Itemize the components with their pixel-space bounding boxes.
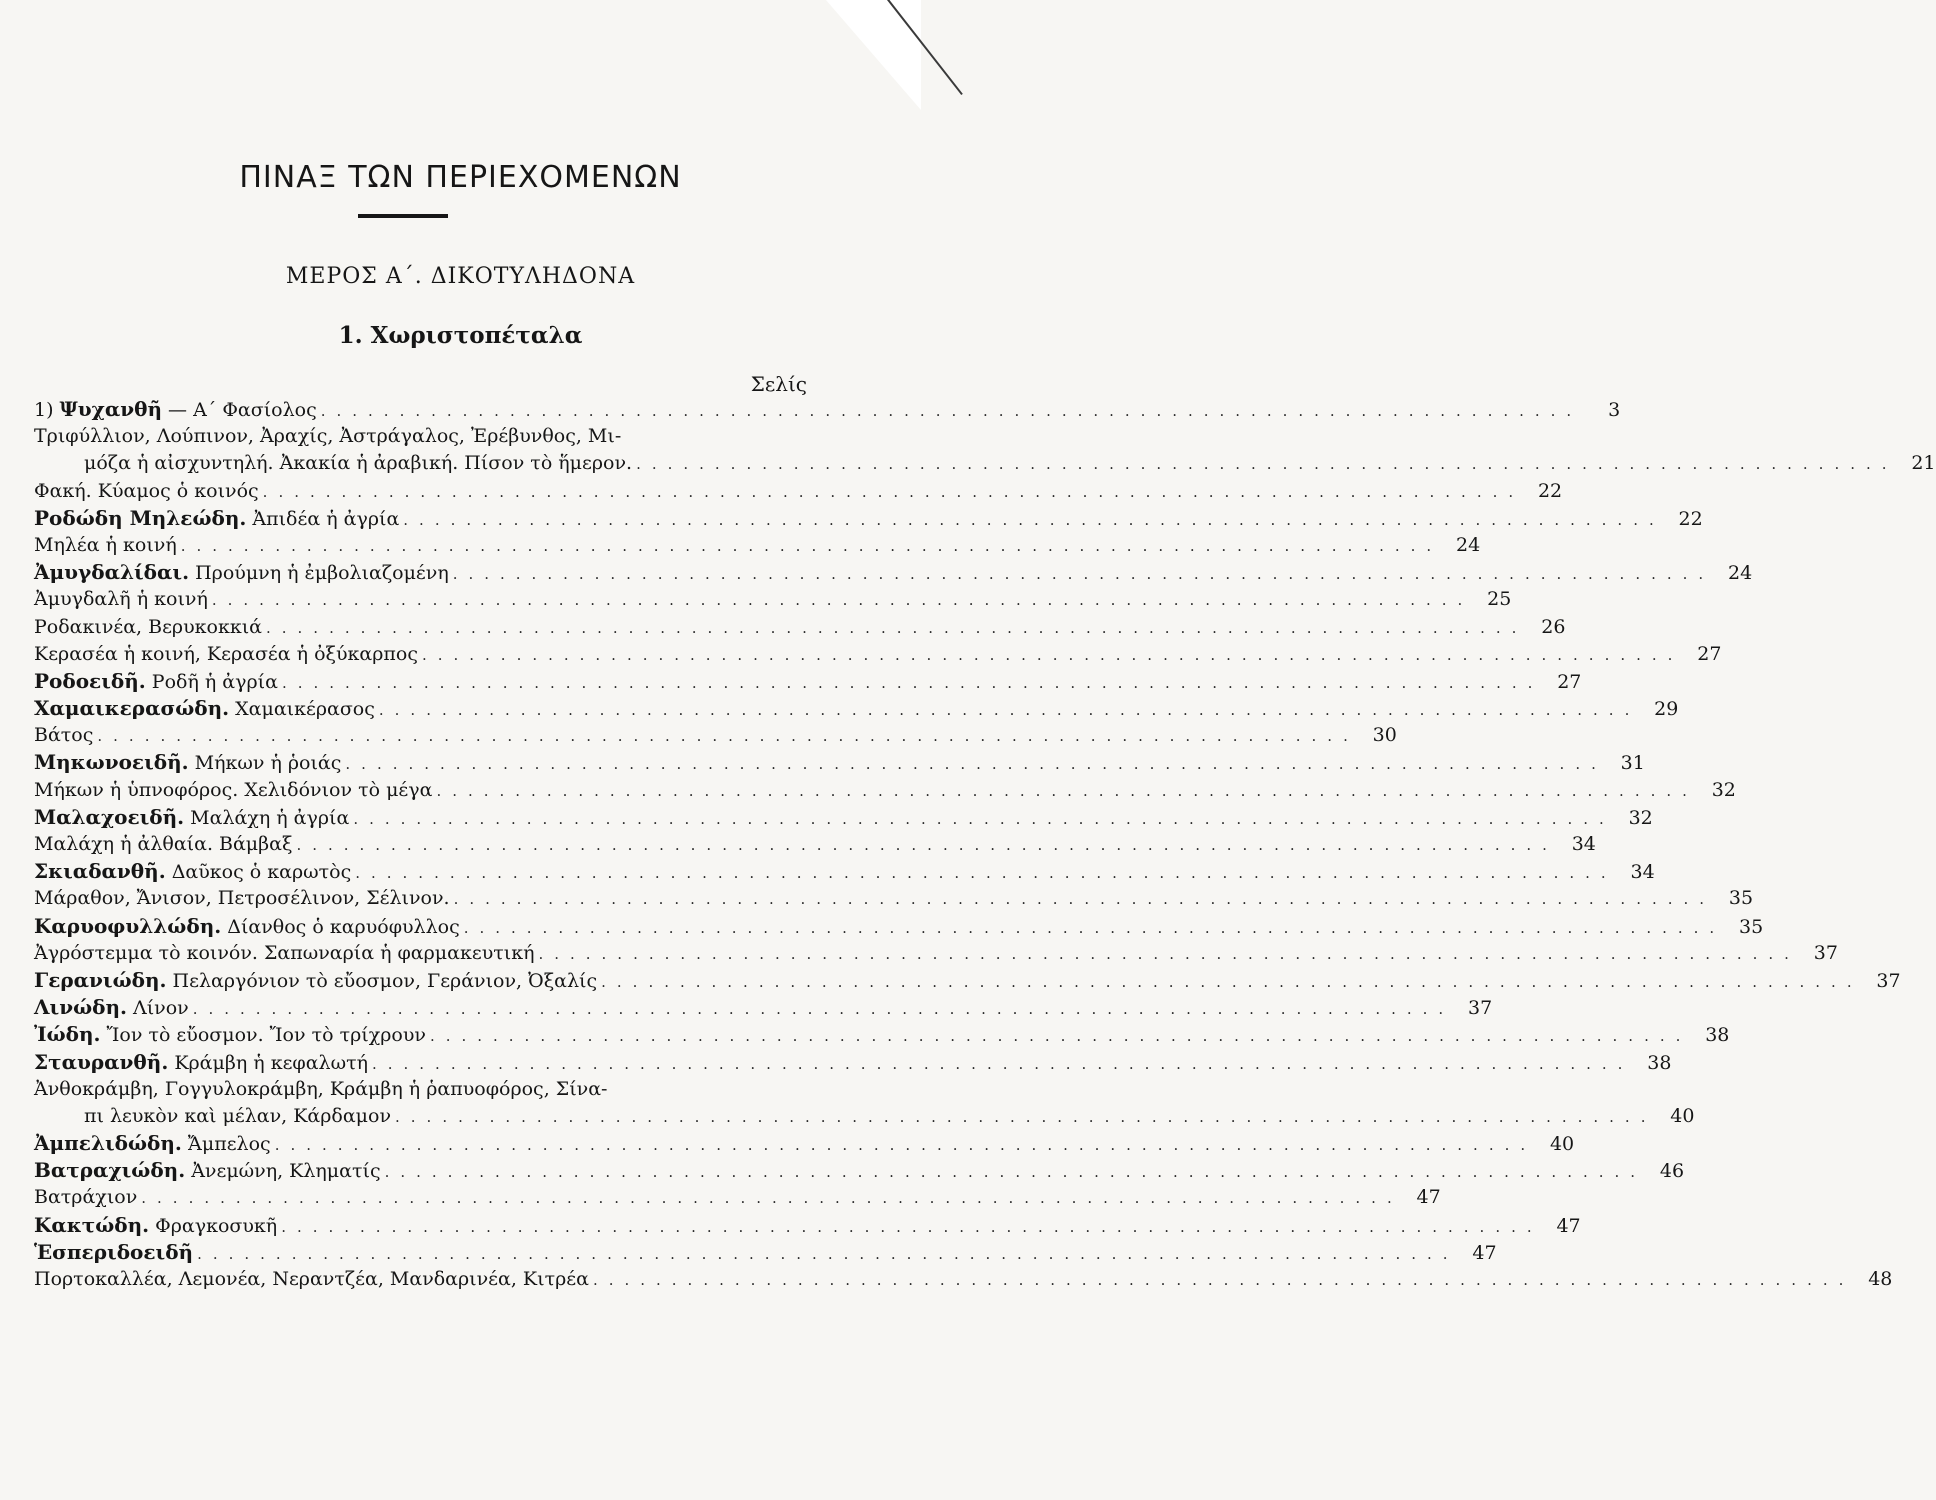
dot-leader: ................................................................................ bbox=[180, 536, 1443, 555]
species-names: Ἀγρόστεμμα τὸ κοινόν. Σαπωναρία ἡ φαρμακευτική bbox=[34, 941, 535, 964]
toc-entry bbox=[34, 749, 1645, 776]
dot-leader: ................................................................................ bbox=[281, 673, 1544, 692]
toc-entry-text bbox=[34, 1021, 426, 1049]
species-names: Πελαργόνιον τὸ εὔοσμον, Γεράνιον, Ὀξαλίς bbox=[166, 969, 598, 992]
toc-entry bbox=[34, 831, 1596, 858]
species-names: Φραγκοσυκῆ bbox=[149, 1214, 278, 1237]
toc-entry bbox=[34, 668, 1582, 695]
species-names: Ἴον τὸ εὔοσμον. Ἴον τὸ τρίχρουν bbox=[100, 1024, 426, 1047]
dot-leader: ................................................................................ bbox=[353, 809, 1615, 828]
dot-leader: ................................................................................ bbox=[395, 1107, 1657, 1126]
page-number: 34 bbox=[1571, 833, 1596, 855]
family-name: Γερανιώδη. bbox=[34, 967, 167, 992]
page-number: 40 bbox=[1670, 1104, 1695, 1127]
toc-entry bbox=[34, 913, 1764, 940]
page-number: 46 bbox=[1659, 1160, 1685, 1183]
page-number: 38 bbox=[1705, 1024, 1730, 1047]
toc-entry bbox=[34, 1021, 1730, 1048]
family-name: Σκιαδανθῆ. bbox=[34, 859, 166, 884]
dot-leader: ................................................................................ bbox=[453, 890, 1716, 909]
species-names: πι λευκὸν καὶ μέλαν, Κάρδαμον bbox=[84, 1104, 392, 1127]
dot-leader: ................................................................................ bbox=[211, 591, 1474, 610]
dot-leader: ................................................................................ bbox=[296, 836, 1558, 854]
toc-entry bbox=[34, 885, 1754, 912]
family-name: Ἑσπεριδοειδῆ bbox=[34, 1239, 194, 1264]
dot-leader: ................................................................................ bbox=[192, 1000, 1455, 1019]
species-names: Ἀνεμώνη, Κληματίς bbox=[185, 1160, 381, 1183]
page-number: 48 bbox=[1868, 1268, 1893, 1290]
toc-entry bbox=[34, 1049, 1672, 1076]
page-number: 21 bbox=[1911, 452, 1936, 475]
family-name: Ροδώδη Μηλεώδη. bbox=[34, 505, 247, 530]
toc-entry bbox=[34, 858, 1655, 885]
toc-entry-text bbox=[34, 885, 450, 912]
species-names: Ἀμυγδαλῆ ἡ κοινή bbox=[34, 588, 208, 611]
page-number: 47 bbox=[1416, 1186, 1441, 1209]
dot-leader: ................................................................................ bbox=[320, 402, 1583, 420]
toc-entry bbox=[34, 1266, 1893, 1293]
toc-entry-text bbox=[34, 1184, 137, 1211]
toc-entry-text bbox=[34, 777, 432, 804]
toc-entry-text bbox=[34, 940, 534, 967]
page-number: 40 bbox=[1549, 1133, 1575, 1156]
toc-entry-text bbox=[34, 1212, 277, 1240]
toc-entry bbox=[34, 940, 1838, 967]
toc-entry bbox=[34, 641, 1722, 668]
dot-leader: ................................................................................ bbox=[266, 618, 1528, 637]
dot-leader: ................................................................................ bbox=[371, 1054, 1634, 1073]
toc-entry bbox=[34, 695, 1679, 722]
toc-entry bbox=[34, 532, 1481, 559]
dot-leader: ................................................................................ bbox=[262, 482, 1525, 501]
dot-leader: ................................................................................ bbox=[274, 1136, 1537, 1155]
toc-entry bbox=[34, 1212, 1581, 1239]
toc-entry-text bbox=[34, 1239, 193, 1267]
toc-entry bbox=[34, 1184, 1441, 1211]
toc-entry bbox=[34, 1130, 1575, 1157]
toc-entry bbox=[34, 994, 1493, 1021]
family-name: Χαμαικερασώδη. bbox=[34, 696, 230, 721]
toc-entry bbox=[34, 1239, 1497, 1266]
page-number: 32 bbox=[1711, 778, 1736, 801]
dot-leader: ................................................................................ bbox=[384, 1163, 1647, 1182]
page-number: 37 bbox=[1876, 969, 1901, 992]
dot-leader: ................................................................................ bbox=[463, 918, 1726, 937]
page-number: 32 bbox=[1628, 806, 1653, 829]
toc-entry-text bbox=[34, 505, 399, 533]
page-number: 34 bbox=[1630, 861, 1655, 884]
species-names: Τριφύλλιον, Λούπινον, Ἀραχίς, Ἀστράγαλος, Ἐρέβυνθος, Μι- bbox=[34, 425, 622, 448]
page-title: ΠΙΝΑΞ ΤΩΝ ΠΕΡΙΕΧΟΜΕΝΩΝ bbox=[239, 160, 682, 195]
species-names: — Α΄ Φασίολος bbox=[162, 399, 317, 421]
dot-leader: ................................................................................ bbox=[281, 1217, 1543, 1236]
family-name: Ἰώδη. bbox=[34, 1022, 101, 1047]
dot-leader: ................................................................................ bbox=[197, 1244, 1459, 1263]
toc-entry-text bbox=[34, 559, 449, 587]
toc-entry bbox=[34, 396, 1621, 423]
page-number: 24 bbox=[1727, 562, 1753, 585]
species-names: Ἄμπελος bbox=[181, 1133, 271, 1156]
family-name: Ροδοειδῆ. bbox=[34, 668, 146, 693]
page-number: 38 bbox=[1647, 1051, 1672, 1074]
toc-entry bbox=[34, 1076, 807, 1103]
toc-entry-text bbox=[34, 994, 189, 1022]
dot-leader: ................................................................................ bbox=[538, 944, 1800, 963]
toc-entry-text bbox=[34, 695, 375, 723]
toc-entry bbox=[34, 586, 1512, 613]
toc-entry-text bbox=[34, 804, 349, 832]
dot-leader: ................................................................................ bbox=[355, 864, 1617, 883]
dot-leader: ................................................................................ bbox=[436, 781, 1698, 800]
species-names: μόζα ἡ αἰσχυντηλή. Ἀκακία ἡ ἀραβική. Πίσον τὸ ἥμερον. bbox=[84, 452, 633, 475]
page-number: 26 bbox=[1541, 615, 1566, 638]
dot-leader: ................................................................................ bbox=[592, 1271, 1855, 1289]
toc-entry-text bbox=[34, 532, 177, 559]
page-number: 27 bbox=[1697, 642, 1722, 665]
species-names: Μήκων ἡ ῥοιάς bbox=[188, 752, 342, 775]
toc-entry-text bbox=[34, 586, 208, 613]
toc-entry-text bbox=[34, 641, 418, 668]
species-names: Δαῦκος ὁ καρωτὸς bbox=[165, 861, 352, 884]
toc-entry-text bbox=[34, 858, 351, 886]
dot-leader: ................................................................................ bbox=[97, 727, 1359, 746]
species-names: Μήκων ἡ ὑπνοφόρος. Χελιδόνιον τὸ μέγα bbox=[34, 778, 433, 801]
toc-entry bbox=[34, 478, 1563, 505]
page-number: 24 bbox=[1455, 533, 1481, 556]
toc-entry-text bbox=[84, 450, 632, 477]
toc-entry bbox=[34, 505, 1703, 532]
dot-leader: ................................................................................ bbox=[403, 510, 1665, 529]
dot-leader: ................................................................................ bbox=[601, 972, 1863, 991]
toc-entry-text bbox=[34, 1157, 381, 1185]
species-names: Πορτοκαλλέα, Λεμονέα, Νεραντζέα, Μανδαρινέα, Κιτρέα bbox=[34, 1268, 589, 1290]
dot-leader: ................................................................................ bbox=[141, 1189, 1403, 1208]
species-names: Δίανθος ὁ καρυόφυλλος bbox=[221, 915, 460, 938]
family-name: Καρυοφυλλώδη. bbox=[34, 913, 222, 938]
section-heading: 1. Χωριστοπέταλα bbox=[338, 322, 583, 349]
toc-entry-text bbox=[34, 831, 292, 858]
family-name: Ἀμπελιδώδη. bbox=[34, 1131, 182, 1156]
species-names: Ροδῆ ἡ ἀγρία bbox=[145, 670, 278, 693]
toc-entry bbox=[34, 559, 1753, 586]
toc-entry bbox=[34, 722, 1397, 749]
page-number: 27 bbox=[1557, 670, 1582, 693]
family-name: Ψυχανθῆ bbox=[59, 397, 162, 421]
toc-entry bbox=[34, 1157, 1685, 1184]
family-name: Σταυρανθῆ. bbox=[34, 1049, 169, 1074]
page-number: 47 bbox=[1556, 1214, 1581, 1237]
toc-entry-text bbox=[34, 1049, 368, 1077]
page-number: 22 bbox=[1678, 507, 1703, 530]
dot-leader: ................................................................................ bbox=[429, 1027, 1692, 1046]
species-names: Λίνον bbox=[126, 997, 189, 1020]
species-names: Προύμνη ἡ ἐμβολιαζομένη bbox=[189, 562, 449, 585]
toc-entry-text bbox=[34, 668, 278, 696]
family-name: Κακτώδη. bbox=[34, 1212, 150, 1237]
species-names: Ἀνθοκράμβη, Γογγυλοκράμβη, Κράμβη ἡ ῥαπυοφόρος, Σίνα- bbox=[34, 1077, 608, 1100]
toc-entry-text bbox=[84, 1103, 391, 1130]
species-names: Φακή. Κύαμος ὁ κοινός bbox=[34, 479, 259, 502]
page-number: 47 bbox=[1472, 1241, 1497, 1264]
part-heading: ΜΕΡΟΣ Α΄. ΔΙΚΟΤΥΛΗΔΟΝΑ bbox=[285, 264, 636, 289]
toc-entry-text bbox=[34, 967, 597, 995]
family-name: Μηκωνοειδῆ. bbox=[34, 750, 189, 775]
entry-number: 1) bbox=[34, 399, 60, 421]
family-name: Βατραχιώδη. bbox=[34, 1158, 186, 1183]
page-number: 31 bbox=[1620, 752, 1645, 775]
species-names: Βατράχιον bbox=[34, 1186, 138, 1209]
dot-leader: ................................................................................ bbox=[636, 455, 1898, 474]
dot-leader: ................................................................................ bbox=[421, 645, 1684, 664]
family-name: Μαλαχοειδῆ. bbox=[34, 804, 185, 829]
page-number: 30 bbox=[1372, 724, 1397, 747]
toc-entry-text bbox=[34, 423, 621, 450]
dot-leader: ................................................................................ bbox=[452, 565, 1715, 584]
toc-entry-text bbox=[34, 1266, 589, 1293]
species-names: Ροδακινέα, Βερυκοκκιά bbox=[34, 615, 262, 638]
species-names: Μηλέα ἡ κοινή bbox=[34, 533, 177, 556]
page-number: 3 bbox=[1608, 399, 1621, 421]
toc-entry-text bbox=[34, 749, 341, 777]
species-names: Μαλάχη ἡ ἀγρία bbox=[184, 806, 350, 829]
toc-entry bbox=[34, 614, 1566, 641]
toc-entry bbox=[34, 804, 1653, 831]
toc-entry-text bbox=[34, 1076, 607, 1103]
pages-column-label: Σελίς bbox=[750, 372, 807, 396]
toc-entry bbox=[34, 967, 1901, 994]
toc-entry bbox=[34, 450, 1936, 477]
folded-corner bbox=[826, 0, 921, 110]
species-names: Κράμβη ἡ κεφαλωτή bbox=[168, 1051, 368, 1074]
toc-entry-text bbox=[34, 913, 460, 941]
toc-entry-text bbox=[34, 614, 262, 641]
page-number: 35 bbox=[1728, 887, 1754, 910]
toc-entry bbox=[34, 777, 1736, 804]
species-names: Μαλάχη ἡ ἀλθαία. Βάμβαξ bbox=[34, 833, 293, 855]
page-number: 37 bbox=[1813, 941, 1838, 964]
species-names: Κερασέα ἡ κοινή, Κερασέα ἡ ὀξύκαρπος bbox=[34, 642, 418, 665]
page-number: 35 bbox=[1738, 915, 1764, 938]
species-names: Μάραθον, Ἄνισον, Πετροσέλινον, Σέλινον. bbox=[34, 887, 450, 910]
toc-entry-text bbox=[34, 478, 259, 505]
page-number: 25 bbox=[1487, 588, 1512, 611]
species-names: Ἀπιδέα ἡ ἀγρία bbox=[246, 507, 400, 530]
dot-leader: ................................................................................ bbox=[378, 701, 1641, 720]
family-name: Λινώδη. bbox=[34, 995, 127, 1020]
species-names: Χαμαικέρασος bbox=[229, 698, 375, 721]
dot-leader: ................................................................................ bbox=[345, 755, 1607, 774]
family-name: Ἀμυγδαλίδαι. bbox=[34, 560, 190, 585]
toc-entry bbox=[34, 1103, 1695, 1130]
page-number: 22 bbox=[1537, 479, 1563, 502]
contents-list bbox=[34, 396, 1936, 1293]
page-number: 37 bbox=[1467, 997, 1493, 1020]
toc-entry-text bbox=[34, 722, 93, 749]
toc-entry-text bbox=[34, 1130, 271, 1158]
species-names: Βάτος bbox=[34, 724, 94, 747]
page-number: 29 bbox=[1654, 698, 1679, 721]
toc-entry bbox=[34, 423, 807, 450]
title-rule bbox=[358, 214, 448, 218]
toc-entry-text bbox=[34, 396, 317, 424]
